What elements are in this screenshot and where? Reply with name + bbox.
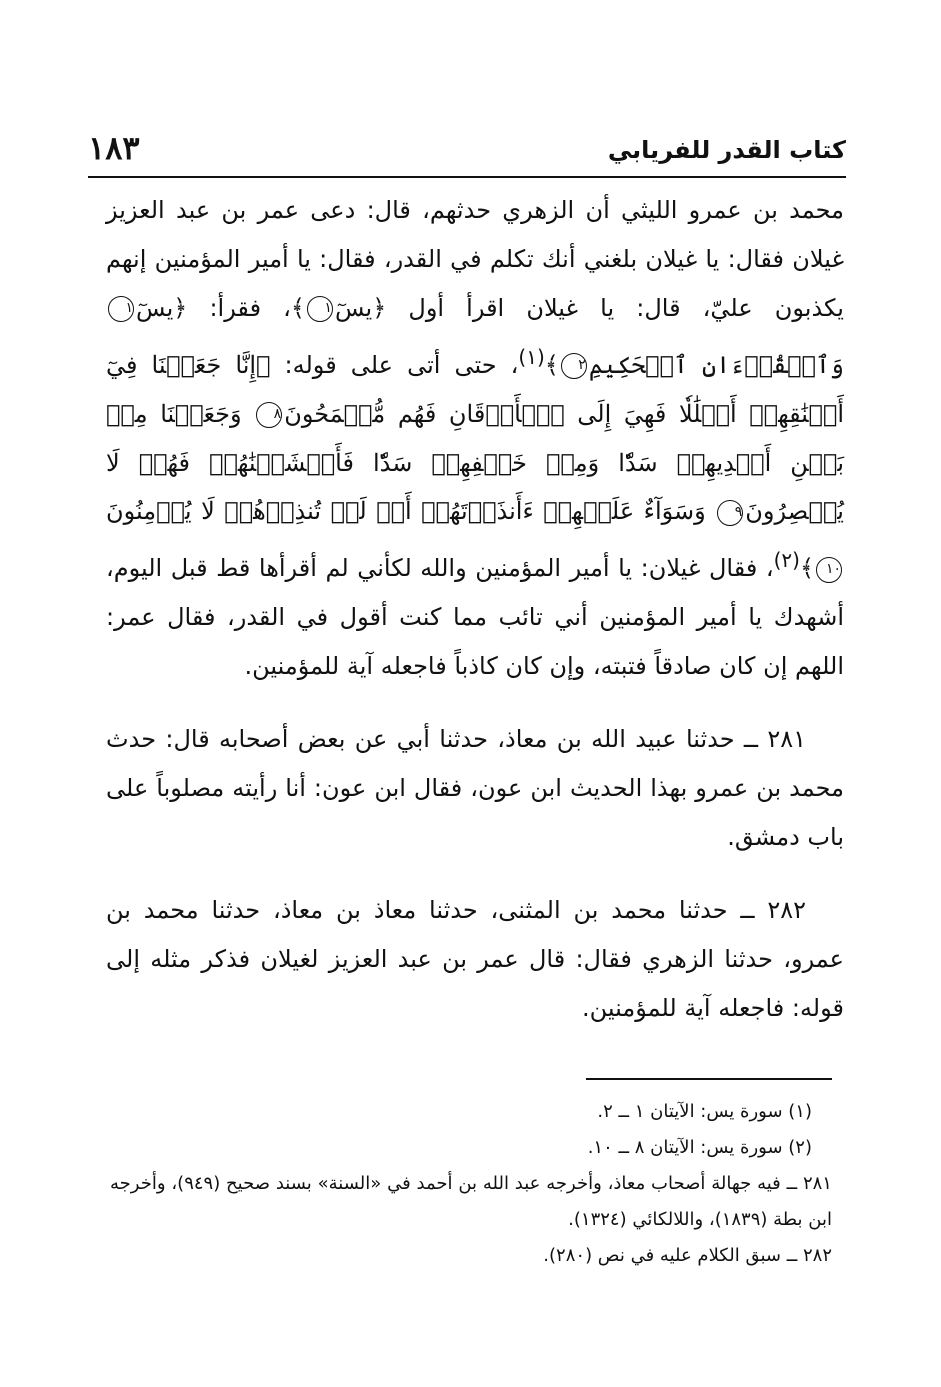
footnote-2: (٢) سورة يس: الآيتان ٨ ــ ١٠. [587, 1137, 812, 1158]
footnotes [110, 1094, 832, 1274]
footnote-reference[interactable]: (٢) [773, 548, 800, 573]
quote-text: ﴿إِنَّا جَعَلۡنَا فِيٓ أَعۡنَٰقِهِمۡ أَغۡلَٰلٗا فَهِيَ إِلَى ٱلۡأَذۡقَانِ فَهُم مُّقۡمَحُونَ [106, 350, 844, 428]
book-title: كتاب القدر للفريابي [607, 136, 846, 164]
footnote-1: (١) سورة يس: الآيتان ١ ــ ٢. [597, 1101, 812, 1122]
footnote-separator [586, 1078, 832, 1080]
hadith-entry-281: ٢٨١ ــ حدثنا عبيد الله بن معاذ، حدثنا أبي عن بعض أصحابه قال: حدث محمد بن عمرو بهذا الحديث ابن عون، فقال ابن عون: أنا رأيته مصلوباً على باب دمشق. [106, 725, 844, 851]
ayah-number-marker: ٩ [717, 500, 743, 526]
footnote-281: ٢٨١ ــ فيه جهالة أصحاب معاذ، وأخرجه عبد الله بن أحمد في «السنة» بسند صحيح (٩٤٩)، وأخرجه ابن بطة (١٨٣٩)، واللالكائي (١٣٢٤). [110, 1173, 832, 1230]
quote-text: وَٱلۡقُرۡءَانِ ٱلۡحَكِيمِ [588, 350, 844, 379]
hadith-entry-282: ٢٨٢ ــ حدثنا محمد بن المثنى، حدثنا معاذ بن معاذ، حدثنا محمد بن عمرو، حدثنا الزهري فقال: قال عمر بن عبد العزيز لغيلان فذكر مثله إلى قوله: فاجعله آية للمؤمنين. [106, 895, 844, 1022]
quote-bracket: ﴾ [290, 293, 305, 322]
quote-text: وَجَعَلۡنَا مِنۢ بَيۡنِ أَيۡدِيهِمۡ سَدّٗا وَمِنۡ خَلۡفِهِمۡ سَدّٗا فَأَغۡشَيۡنَٰهُمۡ فَهُمۡ لَا يُبۡصِرُونَ [106, 399, 844, 526]
ayah-number-marker: ١ [108, 296, 134, 322]
page-number: ١٨٣ [88, 129, 140, 167]
ayah-number-marker: ٨ [256, 402, 282, 428]
ayah-number-marker: ١ [307, 296, 333, 322]
narration-text: ، حتى أتى على قوله: [284, 350, 519, 379]
quote-text: وَسَوَآءٌ عَلَيۡهِمۡ ءَأَنذَرۡتَهُمۡ أَمۡ لَمۡ تُنذِرۡهُمۡ لَا يُؤۡمِنُونَ [106, 497, 706, 526]
quran-quote-3 [106, 351, 844, 583]
footnote-282: ٢٨٢ ــ سبق الكلام عليه في نص (٢٨٠). [543, 1245, 832, 1266]
footnote-reference[interactable]: (١) [518, 344, 545, 369]
ayah-number-marker: ١٠ [816, 557, 842, 583]
quote-text: ﴿يسٓ [334, 293, 387, 322]
main-text [106, 186, 844, 1033]
quote-bracket: ﴾ [544, 350, 559, 379]
quote-text: ﴿يسٓ [136, 293, 188, 322]
narration-text: ، فقرأ: [209, 293, 291, 322]
quran-quote-1 [291, 294, 386, 322]
narration-text: ، فقال غيلان: يا أمير المؤمنين والله لكأني لم أقرأها قط قبل اليوم، أشهدك يا أمير المؤمنين أني تائب مما كنت أقول في القدر، فقال عمر: اللهم إن كان صادقاً فتبته، وإن كان كاذباً فاجعله آية للمؤمنين. [106, 554, 844, 681]
narration-text: محمد بن عمرو الليثي أن الزهري حدثهم، قال: دعى عمر بن عبد العزيز غيلان فقال: يا غيلان بلغني أنك تكلم في القدر، فقال: يا أمير المؤمنين إنهم يكذبون عليّ، قال: يا غيلان اقرأ أول [106, 196, 844, 322]
header-rule [88, 176, 846, 178]
running-head [88, 128, 846, 174]
quote-bracket: ﴾ [799, 554, 814, 583]
ayah-number-marker: ٢ [561, 353, 587, 379]
paragraph-narration [106, 186, 844, 691]
